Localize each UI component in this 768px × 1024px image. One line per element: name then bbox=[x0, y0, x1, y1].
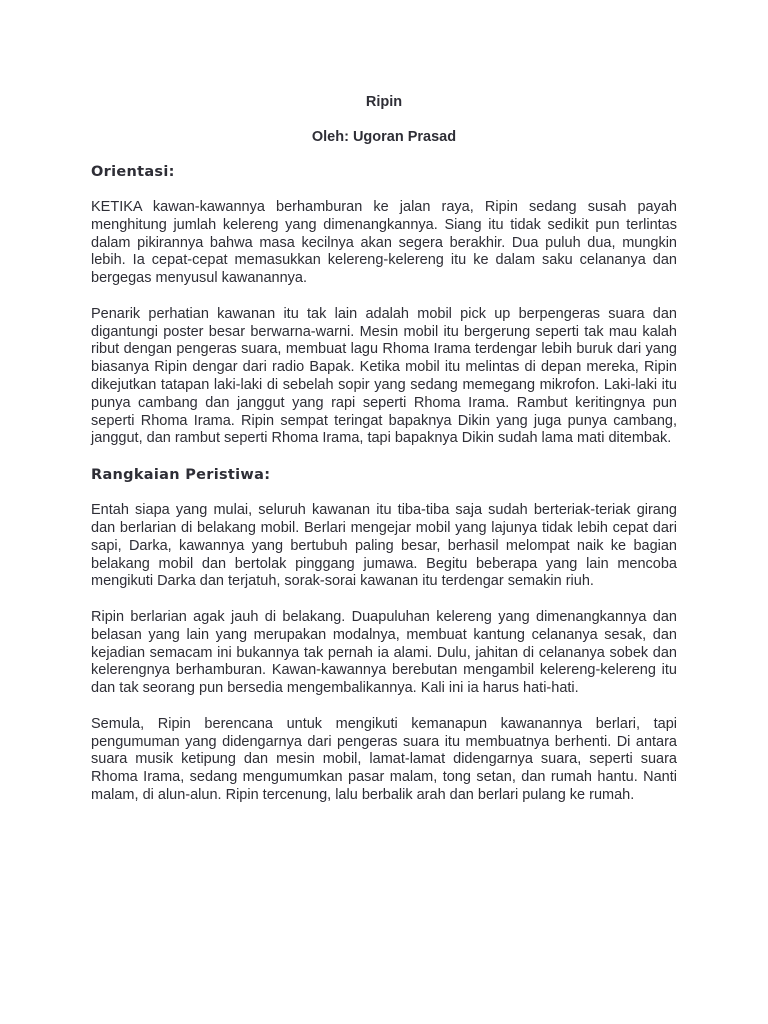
paragraph: Semula, Ripin berencana untuk mengikuti kemanapun kawanannya berlari, tapi pengumuman yang didengarnya dari pengeras suara itu membuatnya berhenti. Di antara suara musik ketipung dan mesin mobil, lamat-lamat didengarnya suara, seperti suara Rhoma Irama, sedang mengumumkan pasar malam, tong setan, dan rumah hantu. Nanti malam, di alun-alun. Ripin tercenung, lalu berbalik arah dan berlari pulang ke rumah. bbox=[91, 715, 677, 803]
document-page bbox=[91, 86, 677, 805]
paragraph: Entah siapa yang mulai, seluruh kawanan itu tiba-tiba saja sudah berteriak-teriak girang dan berlarian di belakang mobil. Berlari mengejar mobil yang lajunya tidak lebih cepat dari sapi, Darka, kawannya yang bertubuh paling besar, berhasil melompat naik ke bagian belakang mobil dan bertolak pinggang jumawa. Begitu beberapa yang lain mencoba mengikuti Darka dan terjatuh, sorak-sorai kawanan itu terdengar semakin riuh. bbox=[91, 502, 677, 590]
document-title: Ripin bbox=[365, 94, 403, 110]
paragraph: KETIKA kawan-kawannya berhamburan ke jalan raya, Ripin sedang susah payah menghitung jumlah kelereng yang dimenangkannya. Siang itu tidak sedikit pun terlintas dalam pikirannya bahwa masa kecilnya akan segera berakhir. Dua puluh dua, mungkin lebih. Ia cepat-cepat memasukkan kelereng-kelereng itu ke dalam saku celananya dan bergegas menyusul kawanannya. bbox=[91, 199, 677, 287]
paragraph: Penarik perhatian kawanan itu tak lain adalah mobil pick up berpengeras suara dan digantungi poster besar berwarna-warni. Mesin mobil itu bergerung seperti tak mau kalah ribut dengan pengeras suara, membuat lagu Rhoma Irama terdengar lebih buruk dari yang biasanya Ripin dengar dari radio Bapak. Ketika mobil itu melintas di depan mereka, Ripin dikejutkan tatapan laki-laki di sebelah sopir yang sedang memegang mikrofon. Laki-laki itu punya cambang dan janggut yang rapi seperti Rhoma Irama. Rambut keritingnya pun seperti Rhoma Irama. Ripin sempat teringat bapaknya Dikin yang juga punya cambang, janggut, dan rambut seperti Rhoma Irama, tapi bapaknya Dikin sudah lama mati ditembak. bbox=[91, 305, 677, 447]
section-heading-rangkaian-peristiwa: Rangkaian Peristiwa: bbox=[91, 467, 271, 484]
paragraph: Ripin berlarian agak jauh di belakang. Duapuluhan kelereng yang dimenangkannya dan belasan yang lain yang merupakan modalnya, membuat kantung celananya sesak, dan kejadian semacam ini bukannya tak pernah ia alami. Dulu, jahitan di celananya sobek dan kelerengnya berhamburan. Kawan-kawannya berebutan mengambil kelereng-kelereng itu dan tak seorang pun bersedia mengembalikannya. Kali ini ia harus hati-hati. bbox=[91, 608, 677, 697]
section-heading-orientasi: Orientasi: bbox=[91, 164, 175, 180]
document-author: Oleh: Ugoran Prasad bbox=[311, 129, 457, 145]
